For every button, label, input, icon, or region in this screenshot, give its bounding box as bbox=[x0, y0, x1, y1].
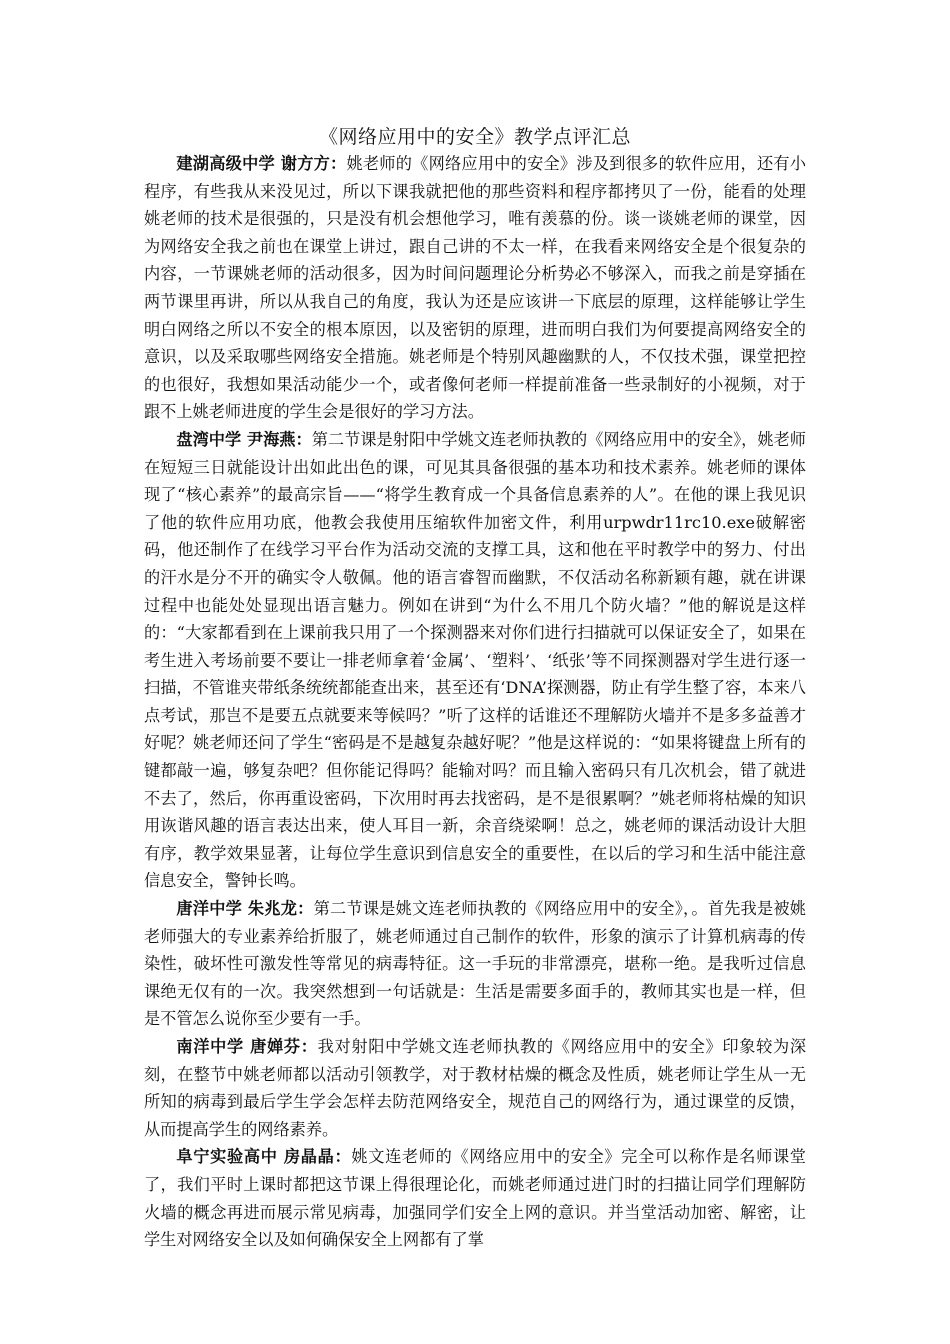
comment-paragraph bbox=[144, 895, 806, 1033]
comment-text: 第二节课是姚文连老师执教的《网络应用中的安全》，。首先我是被姚老师强大的专业素养给折服了，姚老师通过自己制作的软件，形象的演示了计算机病毒的传染性，破坏性可激发性等常见的病毒特征。这一手玩的非常漂亮，堪称一绝。是我听过信息课绝无仅有的一次。我突然想到一句话就是：生活是需要多面手的，教师其实也是一样，但是不管怎么说你至少要有一手。 bbox=[144, 899, 806, 1029]
comment-text: 姚老师的《网络应用中的安全》涉及到很多的软件应用，还有小程序，有些我从来没见过，所以下课我就把他的那些资料和程序都拷贝了一份，能看的处理姚老师的技术是很强的，只是没有机会想他学习，唯有羡慕的份。谈一谈姚老师的课堂，因为网络安全我之前也在课堂上讲过，跟自己讲的不太一样，在我看来网络安全是个很复杂的内容，一节课姚老师的活动很多，因为时间问题理论分析势必不够深入，而我之前是穿插在两节课里再讲，所以从我自己的角度，我认为还是应该讲一下底层的原理，这样能够让学生明白网络之所以不安全的根本原因，以及密钥的原理，进而明白我们为何要提高网络安全的意识，以及采取哪些网络安全措施。姚老师是个特别风趣幽默的人，不仅技术强，课堂把控的也很好，我想如果活动能少一个，或者像何老师一样提前准备一些录制好的小视频，对于跟不上姚老师进度的学生会是很好的学习方法。 bbox=[144, 154, 807, 422]
document-title: 《网络应用中的安全》教学点评汇总 bbox=[318, 126, 631, 148]
comment-paragraph bbox=[144, 1033, 806, 1143]
comment-text: 我对射阳中学姚文连老师执教的《网络应用中的安全》印象较为深刻，在整节中姚老师都以活动引领教学，对于教材枯燥的概念及性质，姚老师让学生从一无所知的病毒到最后学生学会怎样去防范网络安全，规范自己的网络行为，通过课堂的反馈，从而提高学生的网络素养。 bbox=[144, 1037, 807, 1139]
comment-paragraph bbox=[144, 150, 806, 426]
comment-speaker: 南洋中学 唐婵芬： bbox=[176, 1037, 318, 1056]
comment-paragraph bbox=[144, 426, 806, 895]
comment-text: 第二节课是射阳中学姚文连老师执教的《网络应用中的安全》，姚老师在短短三日就能设计出如此出色的课，可见其具备很强的基本功和技术素养。姚老师的课体现了“核心素养”的最高宗旨——“将学生教育成一个具备信息素养的人”。在他的课上我见识了他的软件应用功底，他教会我使用压缩软件加密文件，利用urpwdr11rc10.exe破解密码，他还制作了在线学习平台作为活动交流的支撑工具，这和他在平时教学中的努力、付出的汗水是分不开的确实令人敬佩。他的语言睿智而幽默，不仅活动名称新颖有趣，就在讲课过程中也能处处显现出语言魅力。例如在讲到“为什么不用几个防火墙？”他的解说是这样的：“大家都看到在上课前我只用了一个探测器来对你们进行扫描就可以保证安全了，如果在考生进入考场前要不要让一排老师拿着‘金属’、‘塑料’、‘纸张’等不同探测器对学生进行逐一扫描，不管谁夹带纸条统统都能查出来，甚至还有‘DNA’探测器，防止有学生整了容，本来八点考试，那岂不是要五点就要来等候吗？”听了这样的话谁还不理解防火墙并不是多多益善才好呢？姚老师还问了学生“密码是不是越复杂越好呢？”他是这样说的：“如果将键盘上所有的键都敲一遍，够复杂吧？但你能记得吗？能输对吗？而且输入密码只有几次机会，错了就进不去了，然后，你再重设密码，下次用时再去找密码，是不是很累啊？”姚老师将枯燥的知识用诙谐风趣的语言表达出来，使人耳目一新，余音绕梁啊！总之，姚老师的课活动设计大胆有序，教学效果显著，让每位学生意识到信息安全的重要性，在以后的学习和生活中能注意信息安全，警钟长鸣。 bbox=[144, 429, 806, 891]
document-page bbox=[144, 124, 806, 1254]
comment-speaker: 唐洋中学 朱兆龙： bbox=[176, 899, 314, 919]
comment-speaker: 盘湾中学 尹海燕： bbox=[176, 429, 312, 449]
comment-text: 姚文连老师的《网络应用中的安全》完全可以称作是名师课堂了，我们平时上课时都把这节课上得很理论化，而姚老师通过进门时的扫描让同学们理解防火墙的概念再进而展示常见病毒，加强同学们安全上网的意识。并当堂活动加密、解密，让学生对网络安全以及如何确保安全上网都有了掌 bbox=[144, 1147, 806, 1250]
comment-paragraph bbox=[144, 1143, 806, 1253]
comment-speaker: 阜宁实验高中 房晶晶： bbox=[176, 1147, 352, 1167]
comment-speaker: 建湖高级中学 谢方方： bbox=[176, 154, 347, 173]
